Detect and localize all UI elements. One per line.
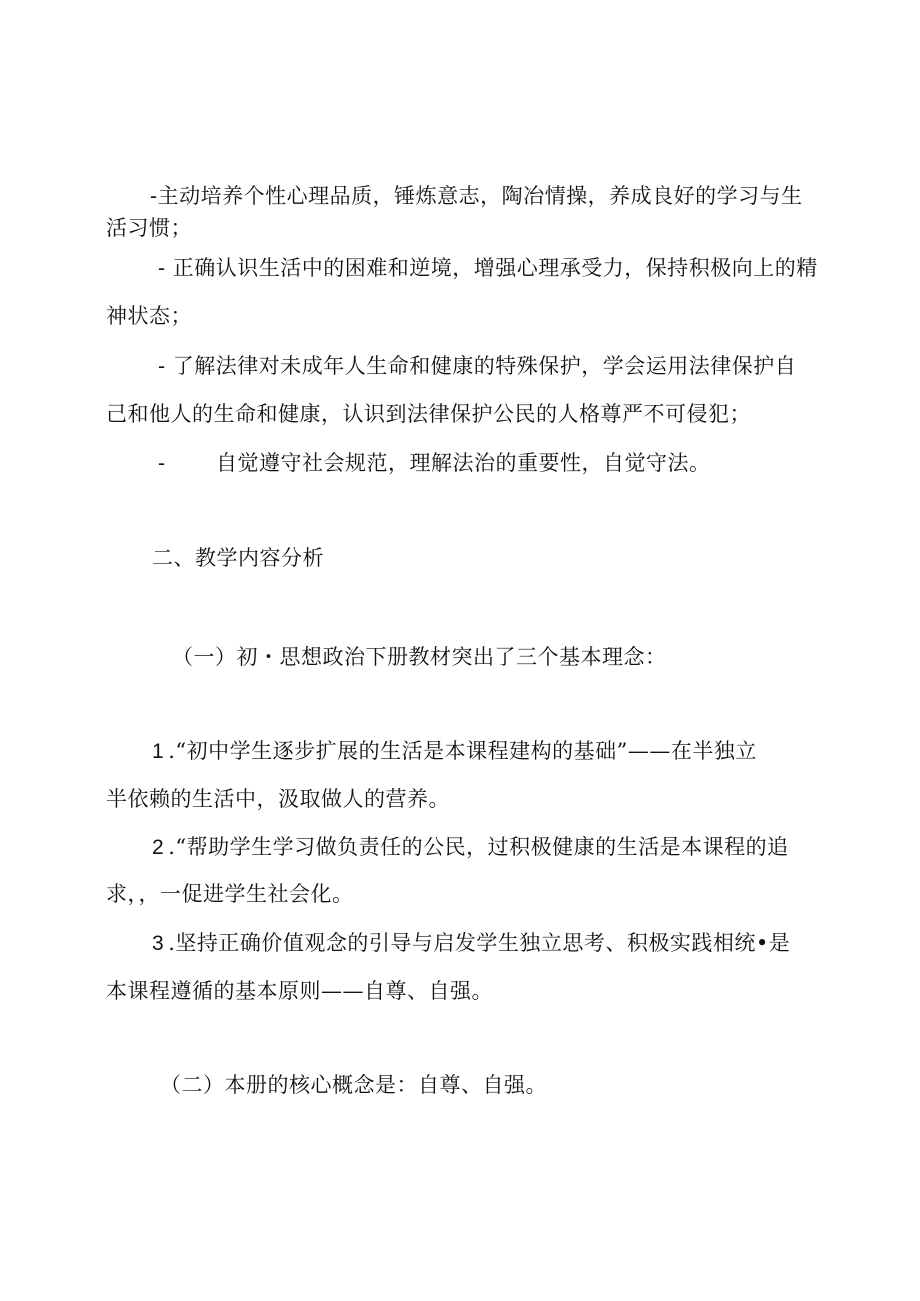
objective-3-line-1: - 了解法律对未成年人生命和健康的特殊保护，学会运用法律保护自 (158, 354, 797, 378)
point-3-text: .坚持正确价值观念的引导与启发学生独立思考、积极实践相统•是 (168, 931, 791, 955)
objective-2-line-2: 神状态； (106, 304, 192, 328)
subsection-1-heading: （一）初・思想政治下册教材突出了三个基本理念： (172, 645, 667, 669)
point-3-line-1 (152, 929, 790, 958)
objective-2-line-1: - 正确认识生活中的困难和逆境，增强心理承受力，保持积极向上的精 (158, 256, 818, 280)
point-3-line-2: 本课程遵循的基本原则——自尊、自强。 (106, 979, 493, 1003)
point-1-line-1 (152, 737, 757, 766)
objective-4-text: 自觉遵守社会规范，理解法治的重要性，自觉守法。 (216, 451, 711, 475)
point-2-number: 2 (152, 836, 165, 859)
point-2-text: .“帮助学生学习做负责任的公民，过积极健康的生活是本课程的追 (168, 835, 789, 859)
section-heading: 二、教学内容分析 (152, 546, 324, 570)
point-1-text: .“初中学生逐步扩展的生活是本课程建构的基础”——在半独立 (168, 739, 757, 763)
point-3-number: 3 (152, 932, 165, 955)
objective-1-line-1: -主动培养个性心理品质，锤炼意志，陶冶情操，养成良好的学习与生 (150, 184, 803, 208)
point-1-line-2: 半依赖的生活中，汲取做人的营养。 (106, 787, 450, 811)
objective-4-dash: - (158, 451, 166, 475)
point-1-number: 1 (152, 740, 165, 763)
subsection-2-heading: （二）本册的核心概念是：自尊、自强。 (160, 1073, 547, 1097)
objective-4 (158, 449, 711, 477)
objective-1-line-2: 活习惯； (106, 216, 192, 240)
point-2-line-1 (152, 833, 789, 862)
point-2-line-2: 求，，一促进学生社会化。 (106, 882, 354, 906)
objective-3-line-2: 己和他人的生命和健康，认识到法律保护公民的人格尊严不可侵犯； (106, 402, 751, 426)
